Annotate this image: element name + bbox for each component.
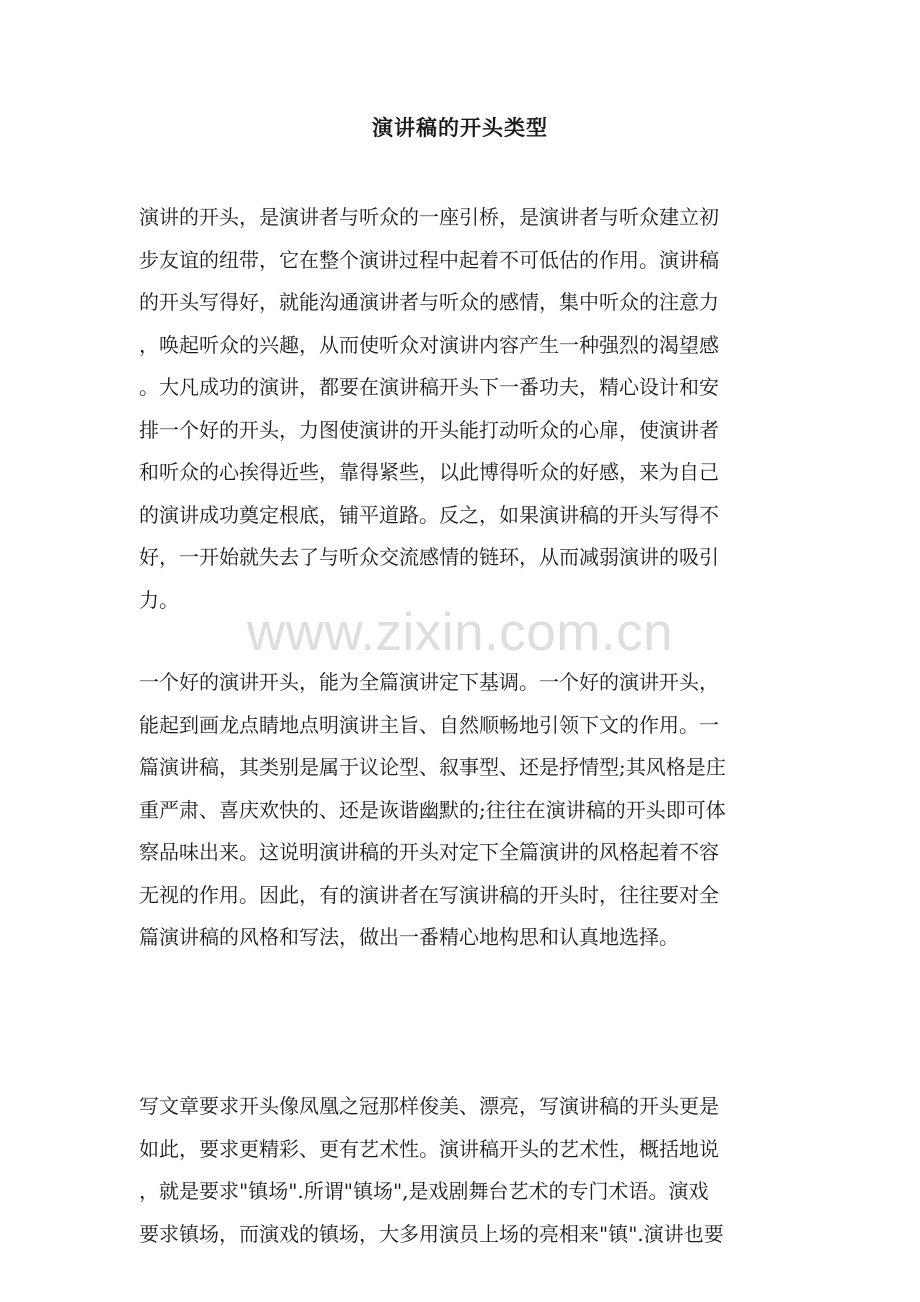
paragraph-1 bbox=[139, 196, 779, 621]
paragraph-line: 重严肃、喜庆欢快的、还是诙谐幽默的;往往在演讲稿的开头即可体 bbox=[139, 797, 726, 822]
paragraph-line: 如此，要求更精彩、更有艺术性。演讲稿开头的艺术性，概括地说 bbox=[139, 1136, 719, 1161]
paragraph-line: 的开头写得好，就能沟通演讲者与听众的感情，集中听众的注意力 bbox=[139, 290, 719, 314]
paragraph-line: 写文章要求开头像凤凰之冠那样俊美、漂亮，写演讲稿的开头更是 bbox=[139, 1094, 719, 1118]
paragraph-line: 察品味出来。这说明演讲稿的开头对定下全篇演讲的风格起着不容 bbox=[139, 840, 719, 864]
paragraph-line: 要求镇场，而演戏的镇场，大多用演员上场的亮相来"镇".演讲也要 bbox=[139, 1221, 724, 1246]
watermark: www.zixin.com.cn bbox=[246, 603, 674, 662]
paragraph-2 bbox=[139, 661, 779, 959]
paragraph-line: ，唤起听众的兴趣，从而使听众对演讲内容产生一种强烈的渴望感 bbox=[139, 332, 719, 357]
paragraph-line: 篇演讲稿的风格和写法，做出一番精心地构思和认真地选择。 bbox=[139, 925, 679, 949]
paragraph-line: 。大凡成功的演讲，都要在演讲稿开头下一番功夫，精心设计和安 bbox=[139, 375, 719, 399]
paragraph-line: 步友谊的纽带，它在整个演讲过程中起着不可低估的作用。演讲稿 bbox=[139, 247, 719, 272]
paragraph-3 bbox=[139, 1085, 779, 1255]
paragraph-line: 能起到画龙点睛地点明演讲主旨、自然顺畅地引领下文的作用。一 bbox=[139, 712, 719, 737]
paragraph-line: 好，一开始就失去了与听众交流感情的链环，从而减弱演讲的吸引 bbox=[139, 545, 719, 569]
paragraph-line: 无视的作用。因此，有的演讲者在写演讲稿的开头时，往往要对全 bbox=[139, 882, 719, 907]
document-title: 演讲稿的开头类型 bbox=[372, 115, 548, 140]
paragraph-line: 的演讲成功奠定根底，铺平道路。反之，如果演讲稿的开头写得不 bbox=[139, 502, 719, 527]
paragraph-line: 演讲的开头，是演讲者与听众的一座引桥，是演讲者与听众建立初 bbox=[139, 205, 719, 229]
paragraph-line: 篇演讲稿，其类别是属于议论型、叙事型、还是抒情型;其风格是庄 bbox=[139, 755, 726, 779]
paragraph-line: 一个好的演讲开头，能为全篇演讲定下基调。一个好的演讲开头， bbox=[139, 670, 719, 694]
paragraph-line: 和听众的心挨得近些，靠得紧些，以此博得听众的好感，来为自己 bbox=[139, 460, 719, 484]
paragraph-line: 力。 bbox=[139, 587, 179, 612]
paragraph-line: 排一个好的开头，力图使演讲的开头能打动听众的心扉，使演讲者 bbox=[139, 417, 719, 442]
paragraph-line: ，就是要求"镇场".所谓"镇场",是戏剧舞台艺术的专门术语。演戏 bbox=[139, 1179, 709, 1203]
